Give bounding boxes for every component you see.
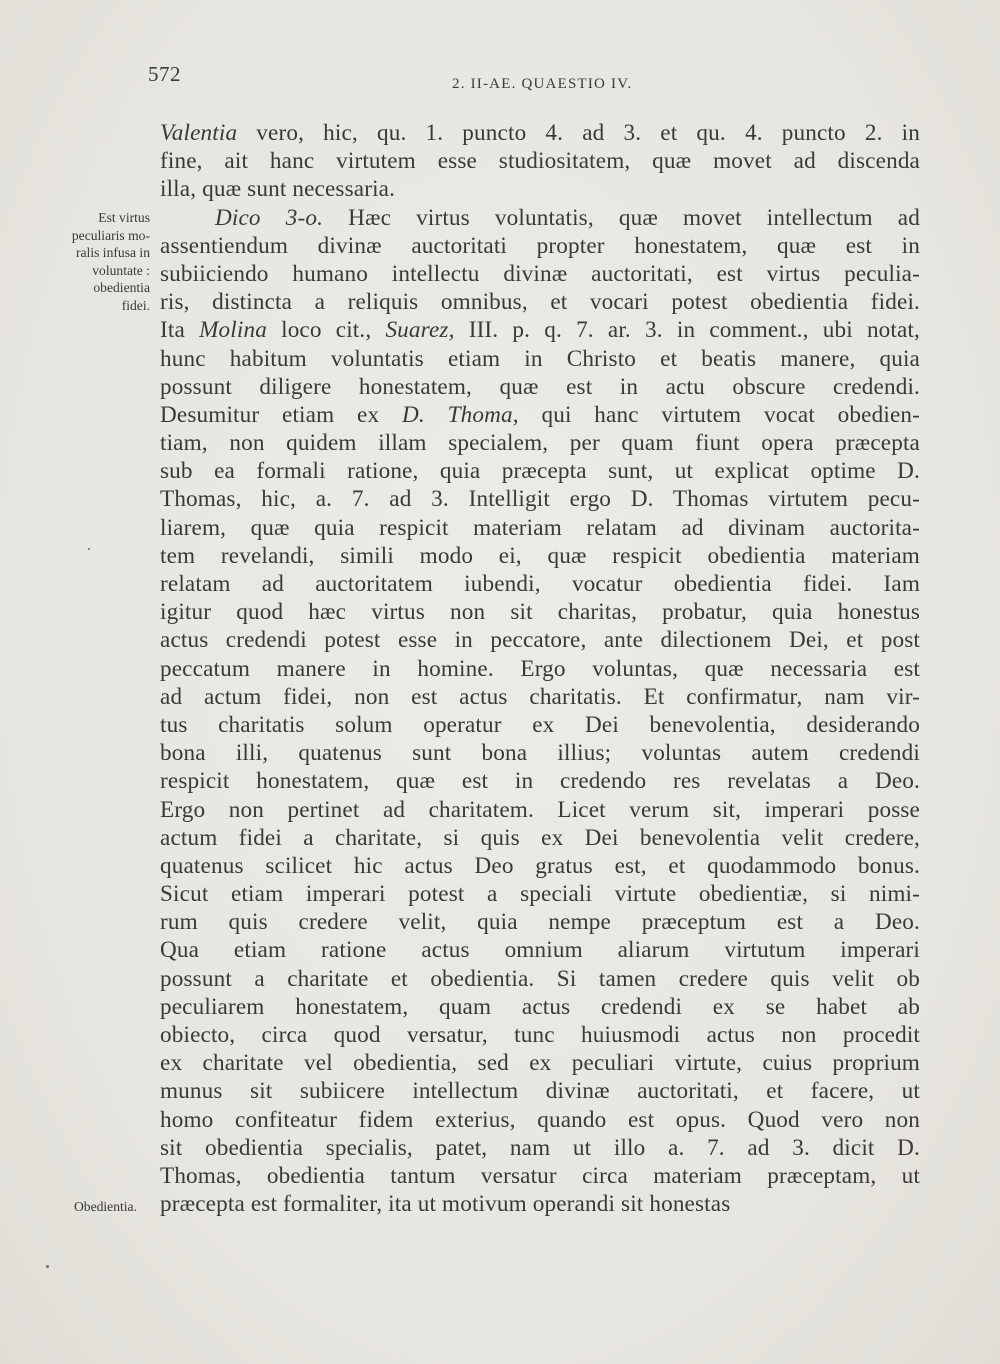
- text-segment: Thomas, obedientia tantum versatur circa materiam præceptam, ut: [160, 1162, 920, 1189]
- text-segment: liarem, quæ quia respicit materiam relatam ad divinam auctorita-: [160, 514, 920, 541]
- text-line: [160, 626, 920, 654]
- text-segment: tem revelandi, simili modo ei, quæ respicit obedientia materiam: [160, 542, 920, 569]
- body-text: [160, 119, 920, 1218]
- text-segment: bona illi, quatenus sunt bona illius; voluntas autem credendi: [160, 740, 920, 767]
- text-line: [160, 204, 920, 232]
- text-segment: Sicut etiam imperari potest a speciali virtute obedientiæ, si nimi-: [160, 881, 920, 908]
- text-line: [160, 1106, 920, 1134]
- text-segment: respicit honestatem, quæ est in credendo res revelatas a Deo.: [160, 768, 920, 795]
- ink-speck: [46, 1265, 49, 1268]
- text-line: [160, 147, 920, 175]
- text-segment: munus sit subiicere intellectum divinæ auctoritati, et facere, ut: [160, 1078, 920, 1105]
- text-segment: homo confiteatur fidem exterius, quando est opus. Quod vero non: [160, 1106, 920, 1133]
- text-line: [160, 485, 920, 513]
- text-line: [160, 711, 920, 739]
- text-segment: præcepta est formaliter, ita ut motivum operandi sit honestas: [160, 1191, 731, 1218]
- margin-note-virtus: [72, 209, 150, 315]
- text-line: [160, 542, 920, 570]
- italic-text: Molina: [199, 317, 267, 344]
- text-segment: tiam, non quidem illam specialem, per quam fiunt opera præcepta: [160, 430, 920, 457]
- text-line: [160, 232, 920, 260]
- text-line: [160, 852, 920, 880]
- text-segment: ex charitate vel obedientia, sed ex peculiari virtute, cuius proprium: [160, 1050, 920, 1077]
- margin-note-line: obedientia: [93, 280, 150, 296]
- text-line: [160, 1077, 920, 1105]
- running-head: 2. II-AE. QUAESTIO IV.: [452, 76, 633, 92]
- ink-speck: [88, 548, 90, 550]
- text-line: [160, 796, 920, 824]
- text-line: [160, 1190, 920, 1218]
- text-line: [160, 598, 920, 626]
- text-segment: loco cit.,: [266, 317, 386, 344]
- text-segment: rum quis credere velit, quia nempe præceptum est a Deo.: [160, 909, 920, 936]
- text-segment: possunt diligere honestatem, quæ est in actu obscure credendi.: [160, 373, 920, 400]
- text-line: [160, 1021, 920, 1049]
- margin-note-line: ralis infusa in: [76, 245, 150, 261]
- text-segment: possunt a charitate et obedientia. Si tamen credere quis velit ob: [160, 965, 920, 992]
- margin-note-line: peculiaris mo-: [71, 227, 150, 243]
- text-line: [160, 570, 920, 598]
- text-segment: sit obedientia specialis, patet, nam ut illo a. 7. ad 3. dicit D.: [160, 1134, 920, 1161]
- italic-text: D. Thoma,: [401, 401, 519, 428]
- margin-note-line: voluntate :: [92, 262, 150, 278]
- text-line: [160, 683, 920, 711]
- text-segment: subiiciendo humano intellectu divinæ auctoritati, est virtus peculia-: [160, 260, 920, 287]
- margin-note-obedientia: [74, 1198, 137, 1216]
- text-segment: actum fidei a charitate, si quis ex Dei benevolentia velit credere,: [160, 824, 920, 851]
- text-segment: ris, distincta a reliquis omnibus, et vocari potest obedientia fidei.: [160, 289, 920, 316]
- text-line: [160, 880, 920, 908]
- text-line: [160, 936, 920, 964]
- text-segment: Thomas, hic, a. 7. ad 3. Intelligit ergo D. Thomas virtutem pecu-: [160, 486, 920, 513]
- text-segment: Qua etiam ratione actus omnium aliarum virtutum imperari: [160, 937, 920, 964]
- text-segment: Ergo non pertinet ad charitatem. Licet verum sit, imperari posse: [160, 796, 920, 823]
- text-segment: hunc habitum voluntatis etiam in Christo et beatis manere, quia: [160, 345, 920, 372]
- italic-text: Valentia: [160, 120, 238, 146]
- margin-note-line: Obedientia.: [73, 1199, 137, 1214]
- page-number: 572: [148, 62, 181, 86]
- text-line: [160, 119, 920, 147]
- text-line: [160, 1049, 920, 1077]
- text-line: [160, 908, 920, 936]
- text-line: [160, 767, 920, 795]
- text-line: [160, 655, 920, 683]
- text-segment: qui hanc virtutem vocat obedien-: [518, 401, 920, 428]
- text-segment: sub ea formali ratione, quia præcepta sunt, ut explicat optime D.: [160, 458, 920, 485]
- text-line: [160, 260, 920, 288]
- text-segment: peculiarem honestatem, quam actus credendi ex se habet ab: [160, 993, 920, 1020]
- text-line: [160, 739, 920, 767]
- text-line: [160, 373, 920, 401]
- text-line: [160, 1162, 920, 1190]
- text-line: [160, 345, 920, 373]
- text-segment: actus credendi potest esse in peccatore, ante dilectionem Dei, et post: [160, 627, 920, 654]
- text-line: [160, 316, 920, 344]
- text-line: [160, 1134, 920, 1162]
- text-segment: Desumitur etiam ex: [160, 401, 402, 428]
- text-segment: peccatum manere in homine. Ergo voluntas, quæ necessaria est: [160, 655, 920, 682]
- italic-text: Dico 3-o.: [215, 204, 324, 231]
- text-line: [160, 514, 920, 542]
- text-line: [160, 288, 920, 316]
- italic-text: Suarez,: [385, 317, 455, 344]
- text-segment: III. p. q. 7. ar. 3. in comment., ubi notat,: [454, 317, 921, 344]
- text-line: [160, 401, 920, 429]
- margin-note-line: fidei.: [121, 297, 150, 313]
- text-segment: Hæc virtus voluntatis, quæ movet intellectum ad: [323, 204, 920, 231]
- text-segment: relatam ad auctoritatem iubendi, vocatur obedientia fidei. Iam: [160, 571, 920, 597]
- text-segment: quatenus scilicet hic actus Deo gratus est, et quodammodo bonus.: [160, 852, 920, 879]
- text-segment: igitur quod hæc virtus non sit charitas, probatur, quia honestus: [160, 599, 920, 626]
- text-segment: illa, quæ sunt necessaria.: [160, 176, 396, 203]
- text-line: [160, 175, 920, 203]
- text-segment: assentiendum divinæ auctoritati propter honestatem, quæ est in: [160, 232, 920, 259]
- text-segment: tus charitatis solum operatur ex Dei benevolentia, desiderando: [160, 711, 920, 738]
- text-segment: fine, ait hanc virtutem esse studiositatem, quæ movet ad discenda: [160, 148, 920, 175]
- text-line: [160, 457, 920, 485]
- text-line: [160, 965, 920, 993]
- text-line: [160, 993, 920, 1021]
- text-segment: Ita: [160, 317, 200, 344]
- margin-note-line: Est virtus: [98, 210, 150, 225]
- text-segment: obiecto, circa quod versatur, tunc huiusmodi actus non procedit: [160, 1022, 920, 1048]
- text-segment: vero, hic, qu. 1. puncto 4. ad 3. et qu. 4. puncto 2. in: [237, 120, 920, 146]
- text-segment: ad actum fidei, non est actus charitatis. Et confirmatur, nam vir-: [160, 683, 920, 710]
- text-line: [160, 824, 920, 852]
- text-line: [160, 429, 920, 457]
